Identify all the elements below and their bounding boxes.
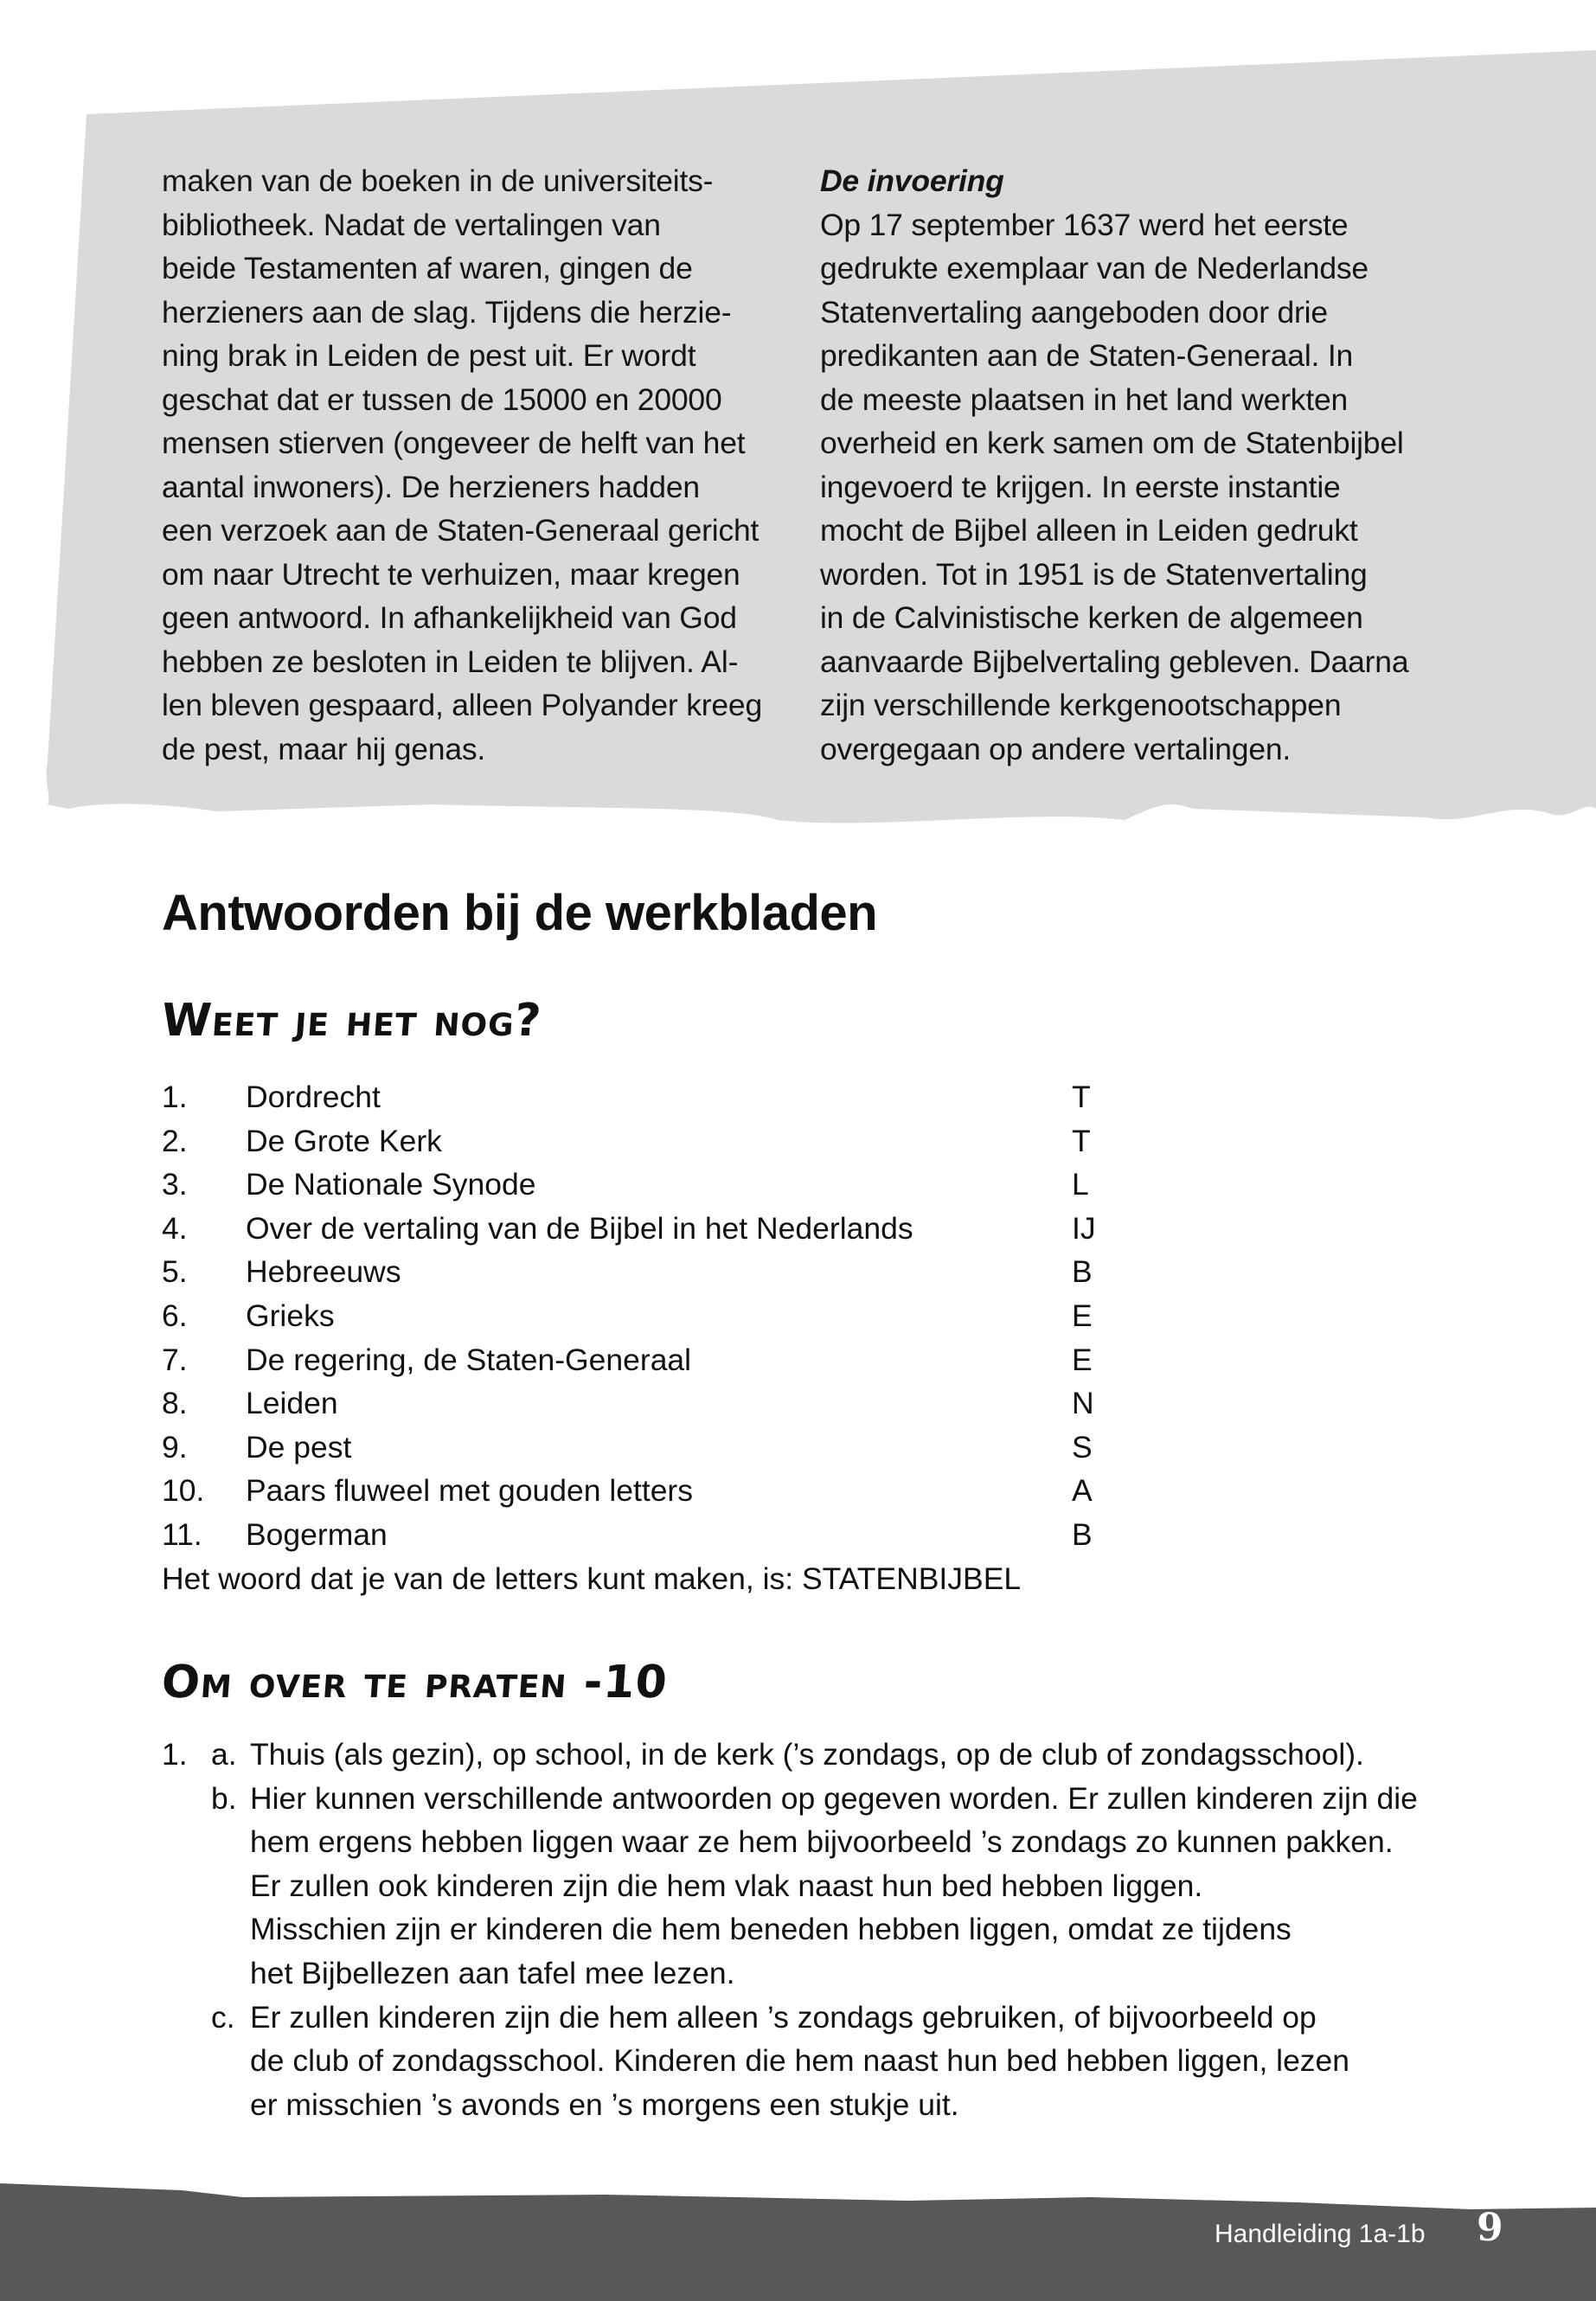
item-number: 11. [162,1516,202,1552]
list-item [162,1426,1113,1470]
paragraph-line: een verzoek aan de Staten-Generaal gericht [162,513,760,548]
quiz-answer-list [162,1075,1113,1600]
answer-line: het Bijbellezen aan tafel mee lezen. [250,1955,735,1990]
question-number: 1. [162,1737,188,1772]
answer-letter: b. [211,1780,237,1816]
list-item [162,1294,1113,1338]
item-letter: B [1072,1254,1093,1290]
item-text: Leiden [246,1386,338,1421]
item-text: Paars fluweel met gouden letters [246,1473,694,1509]
paragraph-line: de meeste plaatsen in het land werkten [820,381,1349,417]
paragraph-line: geschat dat er tussen de 15000 en 20000 [162,381,722,417]
item-number: 8. [162,1386,188,1421]
item-number: 1. [162,1080,188,1114]
answer-line: Er zullen kinderen zijn die hem alleen ’s zondags gebruiken, of bijvoorbeeld op [250,1999,1317,2035]
paragraph-line: worden. Tot in 1951 is de Statenvertaling [820,556,1368,592]
paragraph-line: gedrukte exemplaar van de Nederlandse [820,251,1368,285]
item-number: 4. [162,1210,188,1246]
list-item [162,1075,1113,1119]
paragraph-line: in de Calvinistische kerken de algemeen [820,600,1363,635]
paragraph-line: overgegaan op andere vertalingen. [820,731,1292,766]
paragraph-line: aanvaarde Bijbelvertaling gebleven. Daarna [820,644,1409,679]
paragraph-line: len bleven gespaard, alleen Polyander kreeg [162,688,762,722]
answer-c [162,1996,1459,2127]
list-item [162,1338,1113,1382]
paragraph-line: Statenvertaling aangeboden door drie [820,294,1328,330]
item-letter: IJ [1072,1210,1096,1246]
item-letter: S [1072,1429,1093,1465]
paragraph-line: zijn verschillende kerkgenootschappen [820,688,1342,722]
answer-line: Er zullen ook kinderen zijn die hem vlak naast hun bed hebben liggen. [250,1868,1203,1903]
list-item [162,1250,1113,1294]
item-letter: A [1072,1473,1093,1509]
paragraph-line: ingevoerd te krijgen. In eerste instantie [820,469,1341,504]
answer-b [162,1777,1459,1996]
item-number: 10. [162,1473,205,1509]
paragraph-line: maken van de boeken in de universiteits- [162,163,714,198]
list-item [162,1163,1113,1207]
answer-letter: a. [211,1737,237,1772]
item-letter: L [1072,1167,1089,1202]
answer-line: Thuis (als gezin), op school, in de kerk (’s zondags, op de club of zondagsschool). [250,1737,1364,1772]
paragraph-line: de pest, maar hij genas. [162,731,486,766]
item-number: 5. [162,1254,188,1290]
item-text: Grieks [246,1298,335,1333]
list-item [162,1513,1113,1557]
item-text: Hebreeuws [246,1254,401,1290]
page-number: 9 [1477,2206,1503,2250]
list-item [162,1469,1113,1513]
paragraph-line: ning brak in Leiden de pest uit. Er wordt [162,338,696,373]
paragraph-line: Op 17 september 1637 werd het eerste [820,207,1349,242]
item-text: De pest [246,1429,352,1465]
item-text: Dordrecht [246,1080,381,1114]
list-item [162,1119,1113,1163]
item-letter: N [1072,1386,1094,1421]
answer-line: hem ergens hebben liggen waar ze hem bijvoorbeeld ’s zondags zo kunnen pakken. [250,1824,1394,1860]
paragraph-line: geen antwoord. In afhankelijkheid van God [162,600,737,635]
answer-a [162,1733,1459,1777]
paragraph-line: hebben ze besloten in Leiden te blijven. Al- [162,644,739,679]
item-text: De regering, de Staten-Generaal [246,1342,692,1377]
discussion-answers [162,1733,1459,2126]
item-letter: T [1072,1123,1091,1158]
list-item [162,1207,1113,1251]
item-number: 6. [162,1298,188,1333]
paragraph-line: om naar Utrecht te verhuizen, maar kregen [162,556,740,592]
item-text: De Grote Kerk [246,1123,442,1158]
footer-label: Handleiding 1a-1b [1215,2220,1426,2248]
right-text-column [820,159,1443,771]
paragraph-line: aantal inwoners). De herzieners hadden [162,469,700,504]
left-text-column [162,159,785,771]
item-text: Bogerman [246,1516,388,1552]
item-letter: T [1072,1080,1091,1114]
answer-letter: c. [211,1999,235,2035]
item-number: 9. [162,1429,188,1465]
item-text: De Nationale Synode [246,1167,536,1202]
paragraph-line: herzieners aan de slag. Tijdens die herzie- [162,294,732,330]
item-letter: B [1072,1516,1093,1552]
paragraph-line: bibliotheek. Nadat de vertalingen van [162,207,661,242]
list-item [162,1381,1113,1426]
item-text: Over de vertaling van de Bijbel in het Nederlands [246,1210,913,1246]
paragraph-line: beide Testamenten af waren, gingen de [162,251,693,285]
paragraph-line: mensen stierven (ongeveer de helft van het [162,426,746,460]
quiz-summary: Het woord dat je van de letters kunt maken, is: STATENBIJBEL [162,1561,1022,1596]
answer-line: de club of zondagsschool. Kinderen die hem naast hun bed hebben liggen, lezen [250,2043,1350,2079]
paragraph-line: predikanten aan de Staten-Generaal. In [820,338,1354,373]
item-number: 3. [162,1167,188,1202]
answer-line: er misschien ’s avonds en ’s morgens een stukje uit. [250,2086,959,2122]
subheading-de-invoering: De invoering [820,163,1004,198]
item-letter: E [1072,1342,1093,1377]
paragraph-line: overheid en kerk samen om de Statenbijbel [820,426,1404,460]
section-title: Antwoorden bij de werkbladen [162,885,878,941]
quiz-heading: Weet je het nog? [159,995,544,1047]
item-letter: E [1072,1298,1093,1333]
item-number: 2. [162,1123,188,1158]
discussion-heading: Om over te praten -10 [159,1657,670,1708]
answer-line: Hier kunnen verschillende antwoorden op gegeven worden. Er zullen kinderen zijn die [250,1780,1418,1816]
answer-line: Misschien zijn er kinderen die hem beneden hebben liggen, omdat ze tijdens [250,1912,1292,1947]
item-number: 7. [162,1342,188,1377]
paragraph-line: mocht de Bijbel alleen in Leiden gedrukt [820,513,1358,548]
